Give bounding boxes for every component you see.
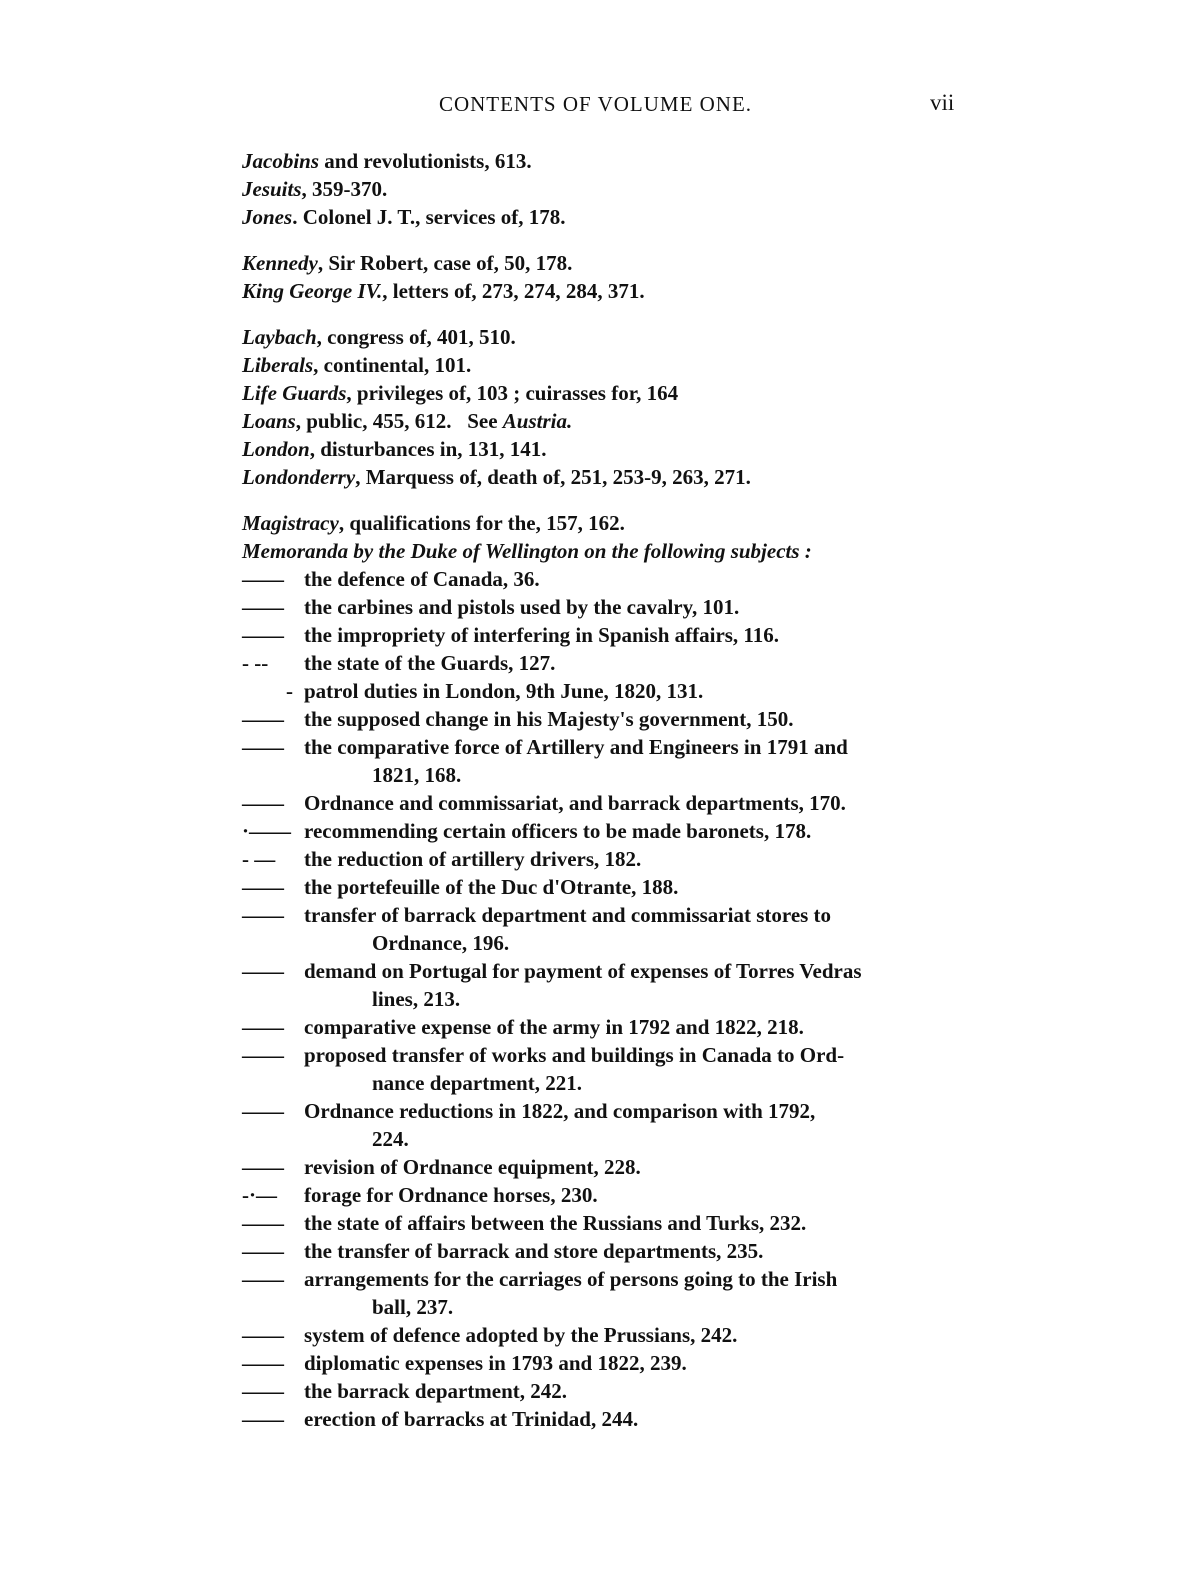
dash-marker: - —	[242, 847, 276, 871]
entry-text: , letters of, 273, 274, 284, 371.	[382, 279, 645, 303]
memoranda-item	[242, 1265, 962, 1321]
memoranda-item	[242, 957, 962, 1013]
entry-keyword: Jacobins	[242, 149, 320, 173]
index-entry	[242, 463, 962, 491]
memoranda-item	[242, 621, 962, 649]
entry-keyword: King George IV.	[242, 279, 383, 303]
dash-marker: ——	[242, 1379, 284, 1403]
dash-marker: ——	[242, 1043, 284, 1067]
entry-keyword: Laybach	[242, 325, 317, 349]
memoranda-item	[242, 565, 962, 593]
entry-text: , Marquess of, death of, 251, 253-9, 263, 271.	[355, 465, 751, 489]
dash-marker: ——	[242, 791, 284, 815]
memoranda-item	[242, 1097, 962, 1153]
entry-keyword: Life Guards	[242, 381, 347, 405]
index-entry	[242, 249, 962, 277]
page-number: vii	[930, 90, 955, 115]
memoranda-item	[242, 733, 962, 789]
index-entry	[242, 277, 962, 305]
dash-marker: ——	[242, 903, 284, 927]
memoranda-item	[242, 1349, 962, 1377]
entry-keyword: Liberals	[242, 353, 314, 377]
dash-marker: ——	[242, 1015, 284, 1039]
index-entry	[242, 175, 962, 203]
memoranda-text: the supposed change in his Majesty's government, 150.	[304, 707, 794, 731]
index-entry	[242, 509, 962, 537]
memoranda-text: the carbines and pistols used by the cavalry, 101.	[304, 595, 740, 619]
memoranda-continuation: 1821, 168.	[372, 763, 462, 787]
index-entry	[242, 379, 962, 407]
dash-marker: ——	[242, 875, 284, 899]
dash-marker: -·—	[242, 1183, 277, 1207]
index-entry	[242, 351, 962, 379]
cross-reference: Austria.	[502, 409, 573, 433]
entry-text: , continental, 101.	[313, 353, 472, 377]
index-entry	[242, 407, 962, 435]
memoranda-text: the defence of Canada, 36.	[304, 567, 540, 591]
entry-keyword: Londonderry	[242, 465, 356, 489]
entry-keyword: London	[242, 437, 310, 461]
memoranda-continuation: ball, 237.	[372, 1295, 454, 1319]
entry-keyword: Kennedy	[242, 251, 318, 275]
entry-text: . Colonel J. T., services of, 178.	[292, 205, 566, 229]
dash-marker: ——	[242, 1211, 284, 1235]
entry-text: , qualifications for the, 157, 162.	[338, 511, 625, 535]
memoranda-text: comparative expense of the army in 1792 and 1822, 218.	[304, 1015, 804, 1039]
see-label: See	[467, 409, 498, 433]
memoranda-item	[242, 677, 962, 705]
dash-marker: - --	[242, 651, 269, 675]
memoranda-item	[242, 593, 962, 621]
index-entry	[242, 203, 962, 231]
memoranda-continuation: 224.	[372, 1127, 409, 1151]
memoranda-text: the comparative force of Artillery and Engineers in 1791 and	[304, 735, 848, 759]
entry-keyword: Loans	[242, 409, 296, 433]
memoranda-heading: Memoranda by the Duke of Wellington on the following subjects :	[242, 539, 812, 563]
memoranda-text: the barrack department, 242.	[304, 1379, 568, 1403]
memoranda-item	[242, 845, 962, 873]
memoranda-item	[242, 1209, 962, 1237]
memoranda-text: proposed transfer of works and buildings in Canada to Ord-	[304, 1043, 845, 1067]
dash-marker: ——	[242, 1407, 284, 1431]
memoranda-text: the impropriety of interfering in Spanish affairs, 116.	[304, 623, 780, 647]
memoranda-text: diplomatic expenses in 1793 and 1822, 239.	[304, 1351, 687, 1375]
dash-marker: ——	[242, 1267, 284, 1291]
dash-marker: ——	[242, 595, 284, 619]
memoranda-text: the reduction of artillery drivers, 182.	[304, 847, 642, 871]
memoranda-text: arrangements for the carriages of persons going to the Irish	[304, 1267, 838, 1291]
index-entry	[242, 147, 962, 175]
dash-marker: ——	[242, 623, 284, 647]
memoranda-item	[242, 649, 962, 677]
dash-marker: ——	[242, 707, 284, 731]
dash-marker: -	[286, 679, 293, 703]
page-title: CONTENTS OF VOLUME ONE.	[438, 92, 753, 116]
memoranda-item	[242, 1377, 962, 1405]
contents-list	[242, 147, 962, 1433]
memoranda-continuation: lines, 213.	[372, 987, 461, 1011]
memoranda-text: the state of affairs between the Russians and Turks, 232.	[304, 1211, 807, 1235]
dash-marker: ·——	[242, 819, 292, 843]
entry-text: , disturbances in, 131, 141.	[309, 437, 547, 461]
memoranda-item	[242, 1013, 962, 1041]
memoranda-text: Ordnance and commissariat, and barrack departments, 170.	[304, 791, 846, 815]
memoranda-text: Ordnance reductions in 1822, and comparison with 1792,	[304, 1099, 816, 1123]
entry-text: , Sir Robert, case of, 50, 178.	[317, 251, 573, 275]
entry-text: , congress of, 401, 510.	[316, 325, 516, 349]
memoranda-continuation: Ordnance, 196.	[372, 931, 510, 955]
memoranda-text: transfer of barrack department and commissariat stores to	[304, 903, 832, 927]
memoranda-item	[242, 817, 962, 845]
memoranda-text: the state of the Guards, 127.	[304, 651, 556, 675]
dash-marker: ——	[242, 1239, 284, 1263]
dash-marker: ——	[242, 567, 284, 591]
dash-marker: ——	[242, 1155, 284, 1179]
memoranda-item	[242, 901, 962, 957]
memoranda-text: recommending certain officers to be made baronets, 178.	[304, 819, 812, 843]
memoranda-text: demand on Portugal for payment of expenses of Torres Vedras	[304, 959, 862, 983]
entry-text: , 359-370.	[301, 177, 388, 201]
memoranda-item	[242, 1181, 962, 1209]
memoranda-text: system of defence adopted by the Prussians, 242.	[304, 1323, 738, 1347]
memoranda-item	[242, 1041, 962, 1097]
memoranda-text: the transfer of barrack and store departments, 235.	[304, 1239, 764, 1263]
entry-keyword: Magistracy	[242, 511, 339, 535]
memoranda-item	[242, 1405, 962, 1433]
memoranda-text: erection of barracks at Trinidad, 244.	[304, 1407, 639, 1431]
memoranda-text: the portefeuille of the Duc d'Otrante, 188.	[304, 875, 679, 899]
entry-keyword: Jesuits	[242, 177, 302, 201]
memoranda-text: forage for Ordnance horses, 230.	[304, 1183, 598, 1207]
memoranda-item	[242, 1237, 962, 1265]
dash-marker: ——	[242, 735, 284, 759]
memoranda-item	[242, 705, 962, 733]
dash-marker: ——	[242, 959, 284, 983]
memoranda-item	[242, 789, 962, 817]
memoranda-text: patrol duties in London, 9th June, 1820, 131.	[304, 679, 704, 703]
dash-marker: ——	[242, 1099, 284, 1123]
memoranda-item	[242, 873, 962, 901]
entry-text: and revolutionists, 613.	[319, 149, 532, 173]
entry-text: , public, 455, 612.	[295, 409, 452, 433]
memoranda-item	[242, 1153, 962, 1181]
dash-marker: ——	[242, 1323, 284, 1347]
dash-marker: ——	[242, 1351, 284, 1375]
memoranda-text: revision of Ordnance equipment, 228.	[304, 1155, 641, 1179]
memoranda-continuation: nance department, 221.	[372, 1071, 582, 1095]
entry-text: , privileges of, 103 ; cuirasses for, 164	[346, 381, 679, 405]
memoranda-item	[242, 1321, 962, 1349]
entry-keyword: Jones	[242, 205, 293, 229]
index-entry	[242, 435, 962, 463]
index-entry	[242, 323, 962, 351]
